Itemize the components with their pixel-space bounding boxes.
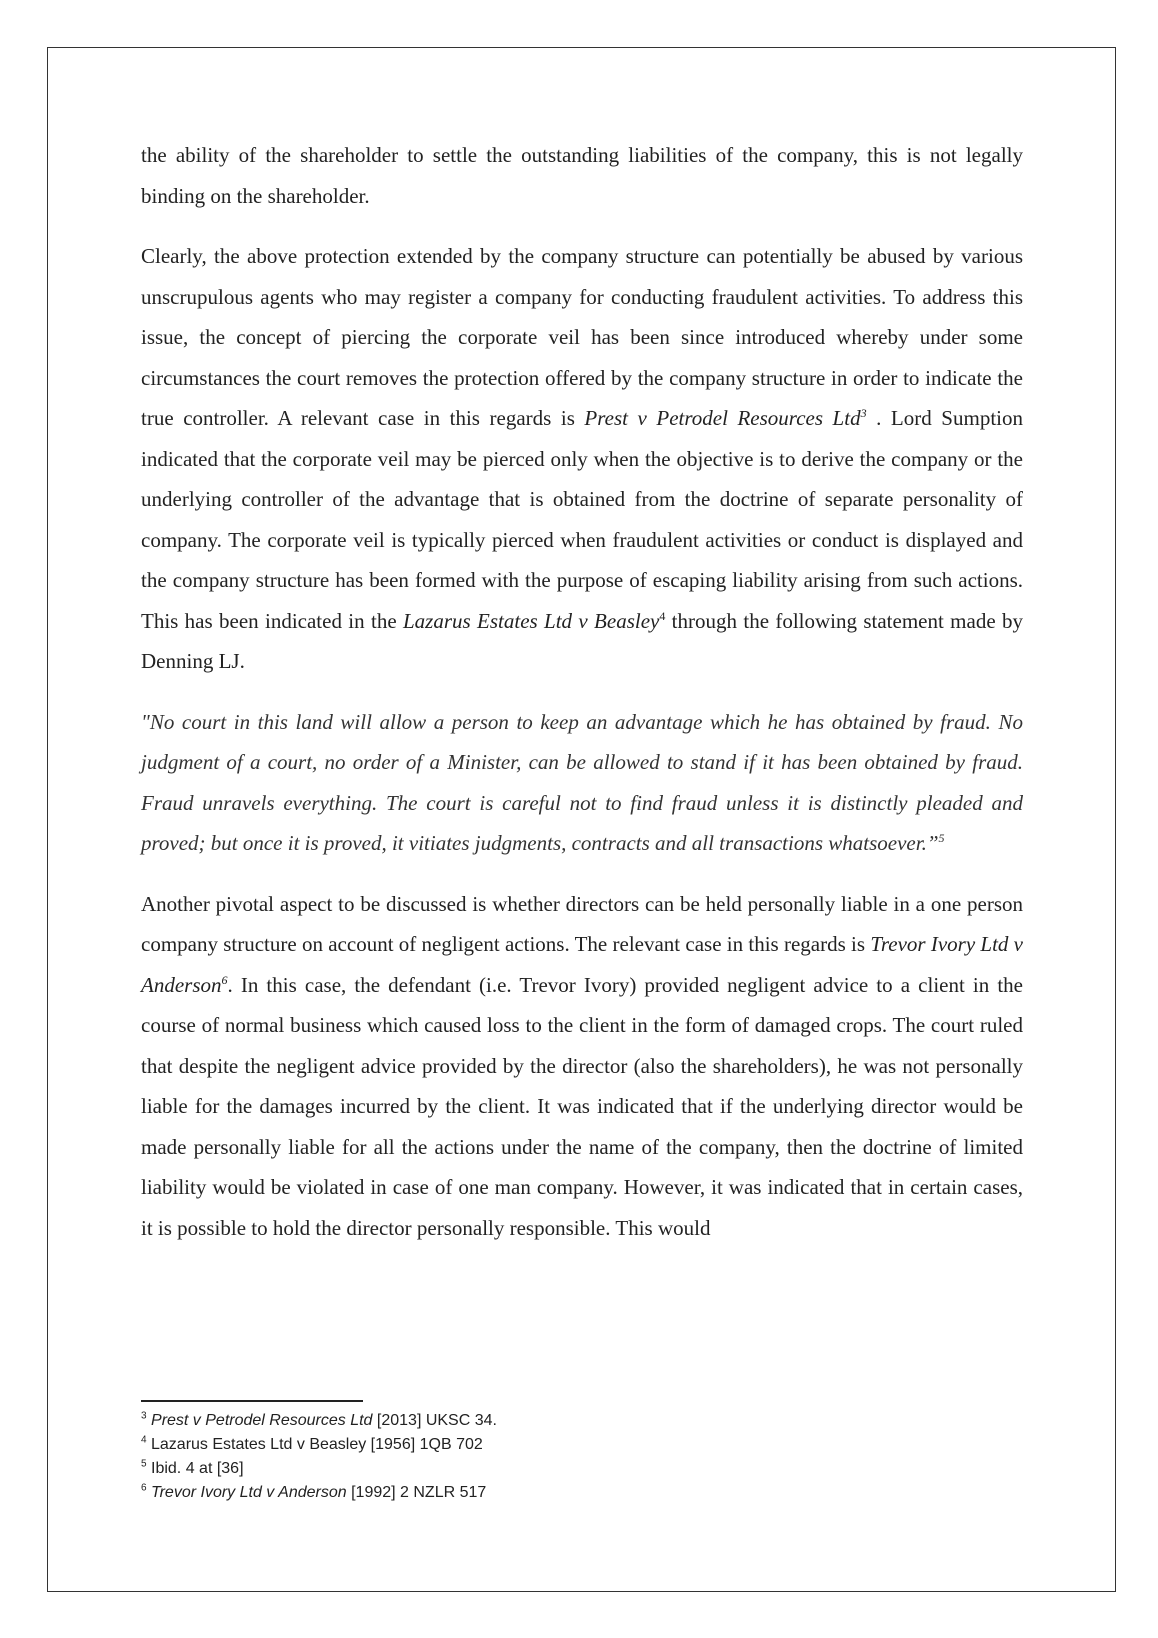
case-name-prest: Prest v Petrodel Resources Ltd: [584, 406, 861, 430]
paragraph-4: [141, 884, 1023, 1249]
footnote-citation: [1992] 2 NZLR 517: [346, 1484, 487, 1501]
footnote-ref-3: 3: [860, 406, 867, 420]
footnote-ref-6: 6: [221, 972, 228, 987]
footnote-citation: [2013] UKSC 34.: [372, 1412, 497, 1429]
footnote-number: 6: [141, 1482, 147, 1494]
paragraph-2-part-3: through the following statement made by Denning LJ.: [141, 608, 1023, 673]
footnote-number: 4: [141, 1434, 147, 1446]
footnote-case-name: Prest v Petrodel Resources Ltd: [151, 1412, 373, 1429]
footnote-ref-5: 5: [938, 831, 945, 845]
footnotes: [141, 1400, 741, 1505]
footnote-case-name: Trevor Ivory Ltd v Anderson: [151, 1484, 347, 1501]
footnote-6: [141, 1481, 741, 1505]
paragraph-2: [141, 236, 1023, 682]
footnote-4: [141, 1433, 741, 1457]
footnote-ref-4: 4: [659, 608, 666, 623]
paragraph-2-part-2: . Lord Sumption indicated that the corporate veil may be pierced only when the objective is to derive the company or the underlying controller of the advantage that is obtained from the doctrine of separate personality of company. The corporate veil is typically pierced when fraudulent activities or conduct is displayed and the company structure has been formed with the purpose of escaping liability arising from such actions. This has been indicated in the: [141, 406, 1023, 633]
footnote-citation: Lazarus Estates Ltd v Beasley [1956] 1QB 702: [146, 1436, 483, 1453]
paragraph-2-part-1: Clearly, the above protection extended by the company structure can potentially be abused by various unscrupulous agents who may register a company for conducting fraudulent activities. To address this issue, the concept of piercing the corporate veil has been since introduced whereby under some circumstances the court removes the protection offered by the company structure in order to indicate the true controller. A relevant case in this regards is: [141, 244, 1023, 430]
document-body: [141, 135, 1023, 1268]
denning-quote: [141, 702, 1023, 864]
case-name-lazarus: Lazarus Estates Ltd v Beasley: [402, 608, 660, 633]
quote-text: "No court in this land will allow a person to keep an advantage which he has obtained by fraud. No judgment of a court, no order of a Minister, can be allowed to stand if it has been obtained by fraud. Fraud unravels everything. The court is careful not to find fraud unless it is distinctly pleaded and proved; but once it is proved, it vitiates judgments, contracts and all transactions whatsoever.”: [141, 709, 1023, 855]
paragraph-1-text: the ability of the shareholder to settle the outstanding liabilities of the company, this is not legally binding on the shareholder.: [141, 143, 1023, 208]
paragraph-4-part-2: . In this case, the defendant (i.e. Trevor Ivory) provided negligent advice to a client in the course of normal business which caused loss to the client in the form of damaged crops. The court ruled that despite the negligent advice provided by the director (also the shareholders), he was not personally liable for the damages incurred by the client. It was indicated that if the underlying director would be made personally liable for all the actions under the name of the company, then the doctrine of limited liability would be violated in case of one man company. However, it was indicated that in certain cases, it is possible to hold the director personally responsible. This would: [141, 972, 1023, 1240]
footnote-number: 5: [141, 1458, 147, 1470]
footnote-citation: Ibid. 4 at [36]: [146, 1460, 244, 1477]
case-name-trevor-ivory: Trevor Ivory Ltd v Anderson: [141, 932, 1024, 997]
paragraph-4-part-1: Another pivotal aspect to be discussed is whether directors can be held personally liable in a one person company structure on account of negligent actions. The relevant case in this regards is: [141, 891, 1023, 956]
footnote-separator: [141, 1400, 363, 1402]
footnote-number: 3: [141, 1410, 147, 1422]
paragraph-1: [141, 135, 1023, 216]
footnote-5: [141, 1457, 741, 1481]
footnote-3: [141, 1409, 741, 1433]
